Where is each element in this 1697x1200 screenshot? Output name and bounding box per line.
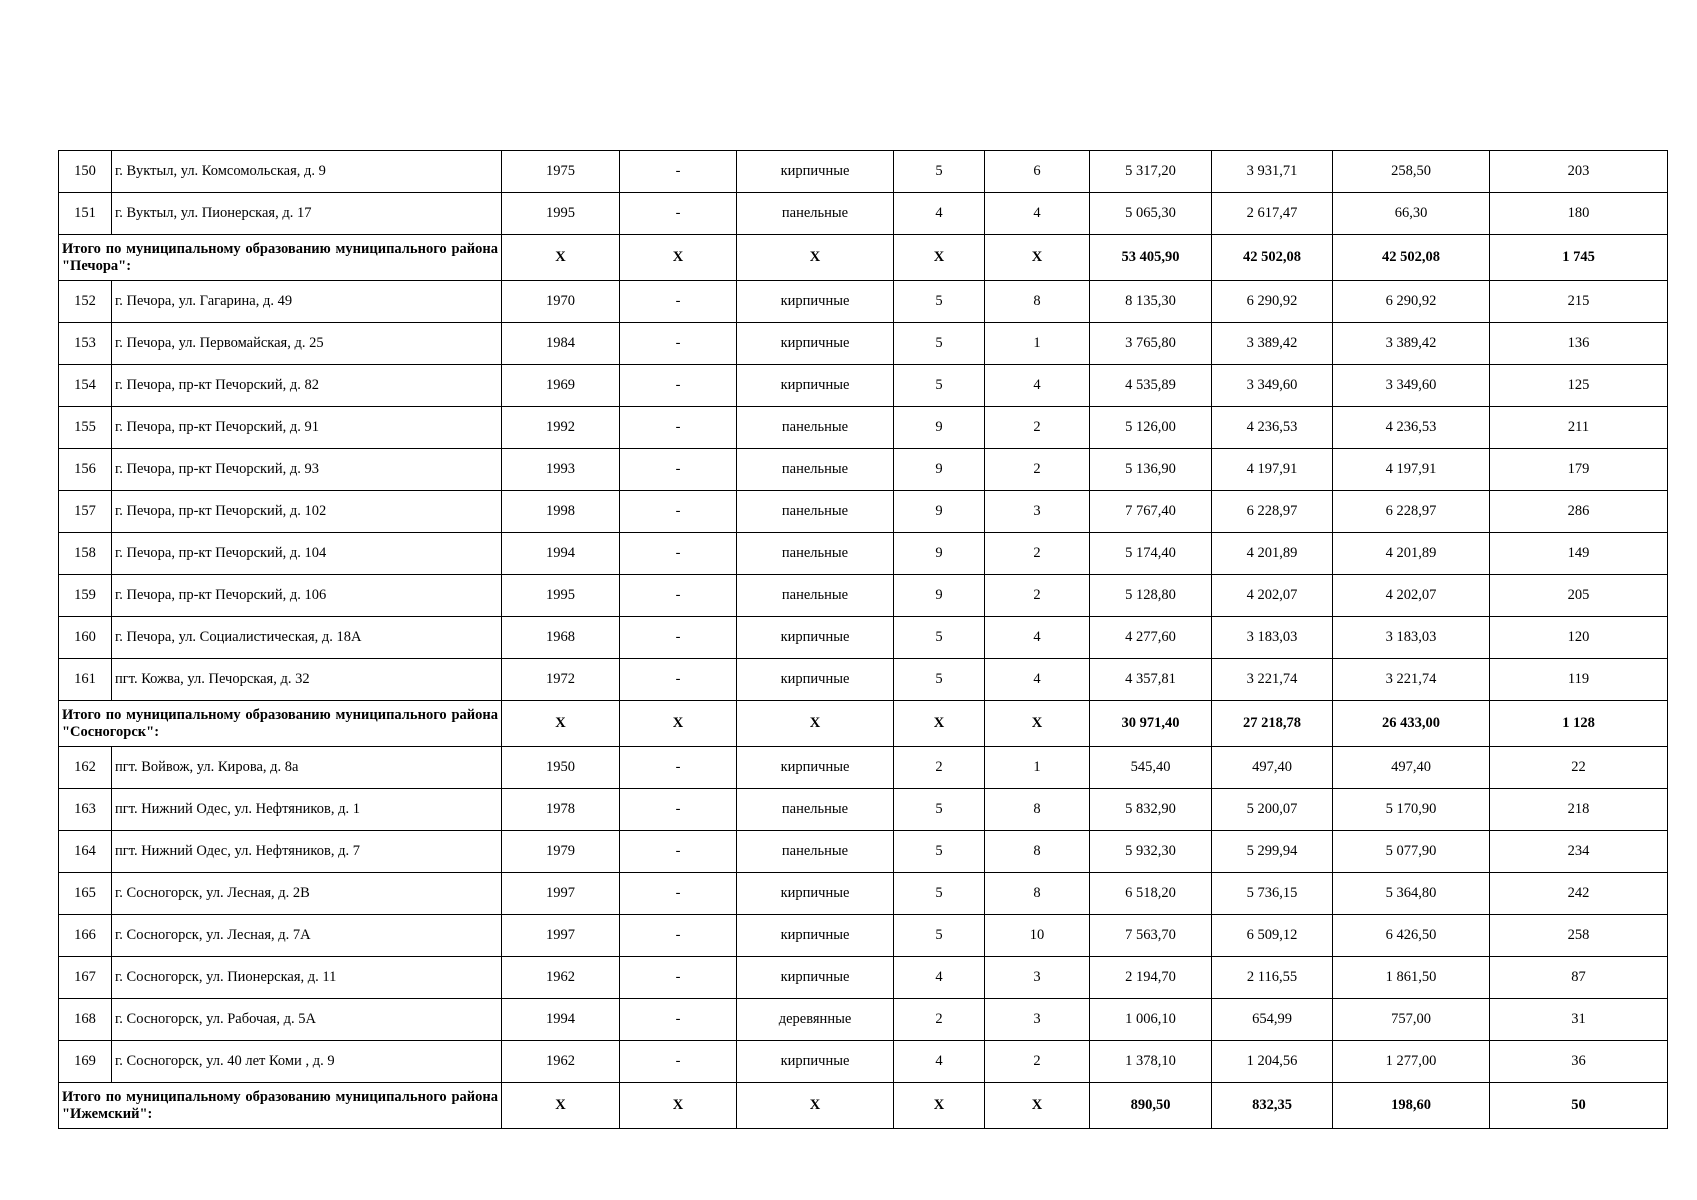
table-row	[59, 281, 1668, 323]
row-number: 160	[59, 617, 112, 659]
area-extra-cell: 5 077,90	[1333, 831, 1490, 873]
floors-cell: 2	[894, 999, 985, 1041]
residents-cell: 242	[1490, 873, 1668, 915]
row-number: 167	[59, 957, 112, 999]
table-row	[59, 365, 1668, 407]
subtotal-label: Итого по муниципальному образованию муниципального района "Сосногорск":	[59, 701, 502, 747]
entrances-cell: 2	[985, 533, 1090, 575]
column-3-cell: -	[620, 491, 737, 533]
area-living-cell: 4 202,07	[1212, 575, 1333, 617]
entrances-cell: 4	[985, 365, 1090, 407]
year-cell: 1992	[502, 407, 620, 449]
area-extra-cell: 4 201,89	[1333, 533, 1490, 575]
residents-cell: 136	[1490, 323, 1668, 365]
area-total-cell: 5 136,90	[1090, 449, 1212, 491]
floors-cell: 9	[894, 449, 985, 491]
row-number: 165	[59, 873, 112, 915]
wall-material-cell: кирпичные	[737, 1041, 894, 1083]
floors-cell: 5	[894, 831, 985, 873]
area-living-cell: 27 218,78	[1212, 701, 1333, 747]
subtotal-label: Итого по муниципальному образованию муниципального района "Ижемский":	[59, 1083, 502, 1129]
entrances-cell: 2	[985, 1041, 1090, 1083]
entrances-cell: 6	[985, 151, 1090, 193]
area-living-cell: 654,99	[1212, 999, 1333, 1041]
row-number: 166	[59, 915, 112, 957]
address-cell: г. Печора, ул. Гагарина, д. 49	[112, 281, 502, 323]
area-living-cell: 3 389,42	[1212, 323, 1333, 365]
entrances-cell: 2	[985, 449, 1090, 491]
residents-cell: 286	[1490, 491, 1668, 533]
area-extra-cell: 4 236,53	[1333, 407, 1490, 449]
floors-cell: X	[894, 701, 985, 747]
address-cell: пгт. Войвож, ул. Кирова, д. 8а	[112, 747, 502, 789]
column-3-cell: -	[620, 915, 737, 957]
wall-material-cell: кирпичные	[737, 323, 894, 365]
floors-cell: 5	[894, 151, 985, 193]
year-cell: 1997	[502, 873, 620, 915]
area-extra-cell: 3 389,42	[1333, 323, 1490, 365]
area-living-cell: 3 931,71	[1212, 151, 1333, 193]
year-cell: 1984	[502, 323, 620, 365]
residents-cell: 234	[1490, 831, 1668, 873]
row-number: 155	[59, 407, 112, 449]
column-3-cell: -	[620, 323, 737, 365]
area-extra-cell: 42 502,08	[1333, 235, 1490, 281]
area-living-cell: 2 116,55	[1212, 957, 1333, 999]
column-3-cell: -	[620, 617, 737, 659]
entrances-cell: 3	[985, 491, 1090, 533]
area-total-cell: 4 277,60	[1090, 617, 1212, 659]
area-total-cell: 5 126,00	[1090, 407, 1212, 449]
address-cell: пгт. Нижний Одес, ул. Нефтяников, д. 7	[112, 831, 502, 873]
area-total-cell: 5 317,20	[1090, 151, 1212, 193]
year-cell: 1972	[502, 659, 620, 701]
area-living-cell: 6 509,12	[1212, 915, 1333, 957]
residents-cell: 149	[1490, 533, 1668, 575]
row-number: 168	[59, 999, 112, 1041]
area-extra-cell: 4 202,07	[1333, 575, 1490, 617]
entrances-cell: 8	[985, 281, 1090, 323]
area-total-cell: 6 518,20	[1090, 873, 1212, 915]
area-extra-cell: 4 197,91	[1333, 449, 1490, 491]
wall-material-cell: кирпичные	[737, 747, 894, 789]
year-cell: 1962	[502, 957, 620, 999]
residents-cell: 211	[1490, 407, 1668, 449]
row-number: 159	[59, 575, 112, 617]
row-number: 156	[59, 449, 112, 491]
floors-cell: 5	[894, 873, 985, 915]
area-living-cell: 42 502,08	[1212, 235, 1333, 281]
column-3-cell: -	[620, 407, 737, 449]
residents-cell: 218	[1490, 789, 1668, 831]
row-number: 164	[59, 831, 112, 873]
entrances-cell: 10	[985, 915, 1090, 957]
area-total-cell: 5 128,80	[1090, 575, 1212, 617]
subtotal-label: Итого по муниципальному образованию муниципального района "Печора":	[59, 235, 502, 281]
wall-material-cell: панельные	[737, 407, 894, 449]
floors-cell: 4	[894, 193, 985, 235]
area-total-cell: 7 563,70	[1090, 915, 1212, 957]
entrances-cell: X	[985, 701, 1090, 747]
floors-cell: 9	[894, 575, 985, 617]
residents-cell: 36	[1490, 1041, 1668, 1083]
year-cell: 1978	[502, 789, 620, 831]
area-extra-cell: 1 861,50	[1333, 957, 1490, 999]
area-living-cell: 2 617,47	[1212, 193, 1333, 235]
area-extra-cell: 5 364,80	[1333, 873, 1490, 915]
area-living-cell: 5 299,94	[1212, 831, 1333, 873]
column-3-cell: -	[620, 999, 737, 1041]
table-row	[59, 533, 1668, 575]
area-total-cell: 1 006,10	[1090, 999, 1212, 1041]
residents-cell: 1 745	[1490, 235, 1668, 281]
address-cell: г. Сосногорск, ул. Рабочая, д. 5А	[112, 999, 502, 1041]
row-number: 157	[59, 491, 112, 533]
wall-material-cell: панельные	[737, 533, 894, 575]
column-3-cell: -	[620, 575, 737, 617]
housing-registry-table	[58, 150, 1668, 1129]
area-total-cell: 4 357,81	[1090, 659, 1212, 701]
year-cell: X	[502, 1083, 620, 1129]
entrances-cell: X	[985, 235, 1090, 281]
wall-material-cell: кирпичные	[737, 957, 894, 999]
wall-material-cell: панельные	[737, 193, 894, 235]
wall-material-cell: панельные	[737, 575, 894, 617]
area-extra-cell: 3 183,03	[1333, 617, 1490, 659]
area-total-cell: 1 378,10	[1090, 1041, 1212, 1083]
residents-cell: 87	[1490, 957, 1668, 999]
row-number: 153	[59, 323, 112, 365]
row-number: 162	[59, 747, 112, 789]
column-3-cell: -	[620, 1041, 737, 1083]
area-total-cell: 30 971,40	[1090, 701, 1212, 747]
area-living-cell: 6 228,97	[1212, 491, 1333, 533]
residents-cell: 215	[1490, 281, 1668, 323]
column-3-cell: X	[620, 235, 737, 281]
year-cell: X	[502, 701, 620, 747]
table-row	[59, 831, 1668, 873]
entrances-cell: 8	[985, 873, 1090, 915]
area-extra-cell: 198,60	[1333, 1083, 1490, 1129]
column-3-cell: X	[620, 701, 737, 747]
area-total-cell: 8 135,30	[1090, 281, 1212, 323]
area-living-cell: 3 349,60	[1212, 365, 1333, 407]
area-total-cell: 890,50	[1090, 1083, 1212, 1129]
address-cell: г. Сосногорск, ул. Лесная, д. 2В	[112, 873, 502, 915]
wall-material-cell: кирпичные	[737, 915, 894, 957]
table-row	[59, 491, 1668, 533]
entrances-cell: X	[985, 1083, 1090, 1129]
table-row	[59, 659, 1668, 701]
wall-material-cell: деревянные	[737, 999, 894, 1041]
area-extra-cell: 6 290,92	[1333, 281, 1490, 323]
wall-material-cell: кирпичные	[737, 365, 894, 407]
column-3-cell: -	[620, 747, 737, 789]
area-total-cell: 5 065,30	[1090, 193, 1212, 235]
table-row	[59, 999, 1668, 1041]
entrances-cell: 3	[985, 999, 1090, 1041]
residents-cell: 125	[1490, 365, 1668, 407]
residents-cell: 119	[1490, 659, 1668, 701]
year-cell: 1968	[502, 617, 620, 659]
floors-cell: 4	[894, 957, 985, 999]
area-extra-cell: 6 426,50	[1333, 915, 1490, 957]
column-3-cell: -	[620, 659, 737, 701]
entrances-cell: 2	[985, 575, 1090, 617]
row-number: 158	[59, 533, 112, 575]
entrances-cell: 8	[985, 831, 1090, 873]
residents-cell: 1 128	[1490, 701, 1668, 747]
year-cell: 1970	[502, 281, 620, 323]
area-extra-cell: 258,50	[1333, 151, 1490, 193]
floors-cell: 5	[894, 617, 985, 659]
address-cell: г. Сосногорск, ул. 40 лет Коми , д. 9	[112, 1041, 502, 1083]
residents-cell: 120	[1490, 617, 1668, 659]
floors-cell: 2	[894, 747, 985, 789]
area-extra-cell: 3 221,74	[1333, 659, 1490, 701]
wall-material-cell: X	[737, 701, 894, 747]
subtotal-row	[59, 1083, 1668, 1129]
floors-cell: 9	[894, 533, 985, 575]
row-number: 169	[59, 1041, 112, 1083]
floors-cell: 5	[894, 323, 985, 365]
table-row	[59, 747, 1668, 789]
wall-material-cell: кирпичные	[737, 617, 894, 659]
entrances-cell: 8	[985, 789, 1090, 831]
row-number: 154	[59, 365, 112, 407]
table-row	[59, 1041, 1668, 1083]
table-row	[59, 193, 1668, 235]
area-living-cell: 497,40	[1212, 747, 1333, 789]
floors-cell: 5	[894, 789, 985, 831]
subtotal-row	[59, 235, 1668, 281]
area-living-cell: 5 736,15	[1212, 873, 1333, 915]
area-total-cell: 5 832,90	[1090, 789, 1212, 831]
area-extra-cell: 66,30	[1333, 193, 1490, 235]
area-total-cell: 545,40	[1090, 747, 1212, 789]
area-total-cell: 53 405,90	[1090, 235, 1212, 281]
table-row	[59, 957, 1668, 999]
year-cell: 1975	[502, 151, 620, 193]
area-extra-cell: 1 277,00	[1333, 1041, 1490, 1083]
address-cell: г. Вуктыл, ул. Пионерская, д. 17	[112, 193, 502, 235]
floors-cell: 5	[894, 365, 985, 407]
row-number: 151	[59, 193, 112, 235]
area-total-cell: 2 194,70	[1090, 957, 1212, 999]
wall-material-cell: кирпичные	[737, 873, 894, 915]
area-living-cell: 6 290,92	[1212, 281, 1333, 323]
area-living-cell: 5 200,07	[1212, 789, 1333, 831]
area-extra-cell: 5 170,90	[1333, 789, 1490, 831]
address-cell: г. Печора, ул. Социалистическая, д. 18А	[112, 617, 502, 659]
wall-material-cell: кирпичные	[737, 281, 894, 323]
residents-cell: 179	[1490, 449, 1668, 491]
table-row	[59, 449, 1668, 491]
area-total-cell: 5 932,30	[1090, 831, 1212, 873]
column-3-cell: -	[620, 533, 737, 575]
wall-material-cell: панельные	[737, 449, 894, 491]
entrances-cell: 3	[985, 957, 1090, 999]
area-total-cell: 3 765,80	[1090, 323, 1212, 365]
column-3-cell: -	[620, 449, 737, 491]
subtotal-row	[59, 701, 1668, 747]
floors-cell: 5	[894, 659, 985, 701]
year-cell: 1979	[502, 831, 620, 873]
row-number: 161	[59, 659, 112, 701]
year-cell: 1962	[502, 1041, 620, 1083]
address-cell: г. Печора, пр-кт Печорский, д. 91	[112, 407, 502, 449]
year-cell: 1995	[502, 193, 620, 235]
residents-cell: 180	[1490, 193, 1668, 235]
year-cell: 1994	[502, 533, 620, 575]
address-cell: пгт. Нижний Одес, ул. Нефтяников, д. 1	[112, 789, 502, 831]
column-3-cell: -	[620, 365, 737, 407]
residents-cell: 205	[1490, 575, 1668, 617]
address-cell: г. Сосногорск, ул. Пионерская, д. 11	[112, 957, 502, 999]
column-3-cell: -	[620, 193, 737, 235]
floors-cell: 5	[894, 281, 985, 323]
table-row	[59, 789, 1668, 831]
table-body	[59, 151, 1668, 1129]
year-cell: 1993	[502, 449, 620, 491]
entrances-cell: 1	[985, 747, 1090, 789]
table-row	[59, 151, 1668, 193]
address-cell: г. Вуктыл, ул. Комсомольская, д. 9	[112, 151, 502, 193]
area-total-cell: 4 535,89	[1090, 365, 1212, 407]
year-cell: 1997	[502, 915, 620, 957]
floors-cell: X	[894, 235, 985, 281]
residents-cell: 258	[1490, 915, 1668, 957]
year-cell: 1998	[502, 491, 620, 533]
floors-cell: 9	[894, 491, 985, 533]
address-cell: г. Печора, пр-кт Печорский, д. 82	[112, 365, 502, 407]
area-total-cell: 5 174,40	[1090, 533, 1212, 575]
floors-cell: 5	[894, 915, 985, 957]
address-cell: г. Печора, пр-кт Печорский, д. 106	[112, 575, 502, 617]
table-row	[59, 407, 1668, 449]
area-living-cell: 3 183,03	[1212, 617, 1333, 659]
address-cell: г. Печора, пр-кт Печорский, д. 102	[112, 491, 502, 533]
column-3-cell: -	[620, 873, 737, 915]
residents-cell: 50	[1490, 1083, 1668, 1129]
row-number: 152	[59, 281, 112, 323]
entrances-cell: 2	[985, 407, 1090, 449]
column-3-cell: -	[620, 831, 737, 873]
area-extra-cell: 3 349,60	[1333, 365, 1490, 407]
area-living-cell: 832,35	[1212, 1083, 1333, 1129]
row-number: 163	[59, 789, 112, 831]
residents-cell: 22	[1490, 747, 1668, 789]
table-row	[59, 617, 1668, 659]
column-3-cell: -	[620, 281, 737, 323]
entrances-cell: 4	[985, 617, 1090, 659]
entrances-cell: 1	[985, 323, 1090, 365]
column-3-cell: -	[620, 789, 737, 831]
area-extra-cell: 497,40	[1333, 747, 1490, 789]
table-row	[59, 873, 1668, 915]
area-total-cell: 7 767,40	[1090, 491, 1212, 533]
address-cell: г. Печора, пр-кт Печорский, д. 93	[112, 449, 502, 491]
address-cell: г. Печора, ул. Первомайская, д. 25	[112, 323, 502, 365]
wall-material-cell: X	[737, 1083, 894, 1129]
address-cell: пгт. Кожва, ул. Печорская, д. 32	[112, 659, 502, 701]
floors-cell: 4	[894, 1041, 985, 1083]
area-extra-cell: 6 228,97	[1333, 491, 1490, 533]
area-living-cell: 4 201,89	[1212, 533, 1333, 575]
year-cell: X	[502, 235, 620, 281]
wall-material-cell: панельные	[737, 831, 894, 873]
area-extra-cell: 757,00	[1333, 999, 1490, 1041]
entrances-cell: 4	[985, 659, 1090, 701]
year-cell: 1969	[502, 365, 620, 407]
area-living-cell: 4 197,91	[1212, 449, 1333, 491]
wall-material-cell: кирпичные	[737, 659, 894, 701]
floors-cell: X	[894, 1083, 985, 1129]
table-row	[59, 323, 1668, 365]
floors-cell: 9	[894, 407, 985, 449]
residents-cell: 203	[1490, 151, 1668, 193]
table-row	[59, 575, 1668, 617]
wall-material-cell: панельные	[737, 491, 894, 533]
wall-material-cell: кирпичные	[737, 151, 894, 193]
year-cell: 1950	[502, 747, 620, 789]
area-living-cell: 3 221,74	[1212, 659, 1333, 701]
area-living-cell: 1 204,56	[1212, 1041, 1333, 1083]
column-3-cell: -	[620, 957, 737, 999]
column-3-cell: -	[620, 151, 737, 193]
table-row	[59, 915, 1668, 957]
address-cell: г. Печора, пр-кт Печорский, д. 104	[112, 533, 502, 575]
area-extra-cell: 26 433,00	[1333, 701, 1490, 747]
address-cell: г. Сосногорск, ул. Лесная, д. 7А	[112, 915, 502, 957]
area-living-cell: 4 236,53	[1212, 407, 1333, 449]
column-3-cell: X	[620, 1083, 737, 1129]
year-cell: 1995	[502, 575, 620, 617]
wall-material-cell: панельные	[737, 789, 894, 831]
year-cell: 1994	[502, 999, 620, 1041]
row-number: 150	[59, 151, 112, 193]
wall-material-cell: X	[737, 235, 894, 281]
residents-cell: 31	[1490, 999, 1668, 1041]
entrances-cell: 4	[985, 193, 1090, 235]
